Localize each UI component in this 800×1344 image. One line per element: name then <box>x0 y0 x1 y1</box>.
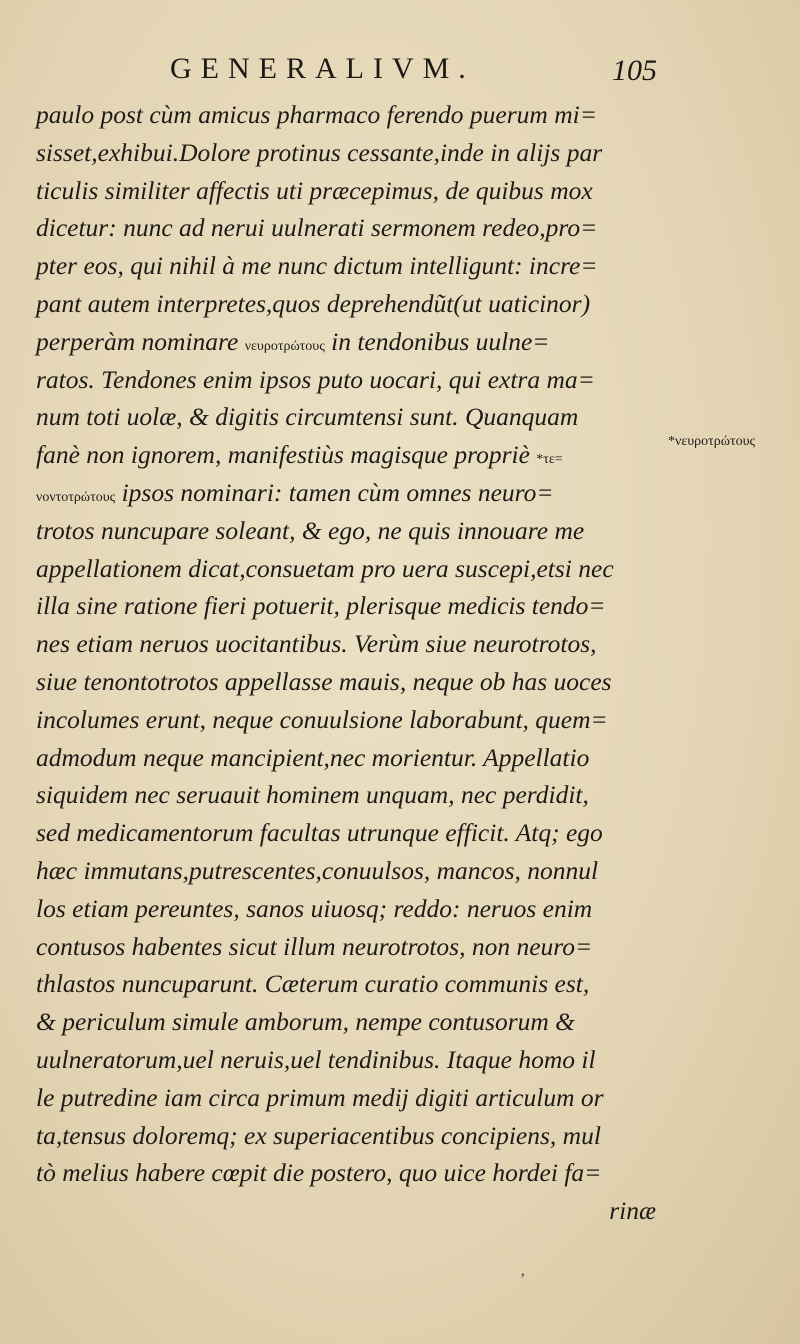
text-line-5: pter eos, qui nihil à me nunc dictum intelligunt: incre= <box>36 251 598 281</box>
margin-note: *νευροτρώτους <box>668 434 756 449</box>
text-line-17: incolumes erunt, neque conuulsione laborabunt, quem= <box>36 704 608 734</box>
text-line-26: uulneratorum,uel neruis,uel tendinibus. Itaque homo il <box>36 1044 596 1074</box>
text-line-12: trotos nuncupare soleant, & ego, ne quis innouare me <box>36 515 585 545</box>
greek-word-1: νευροτρώτους <box>244 338 325 354</box>
text-line-10 <box>36 436 656 474</box>
page-number: 105 <box>612 54 657 87</box>
text-line-7-start: perperàm nominare <box>36 326 239 356</box>
text-line-19: siquidem nec seruauit hominem unquam, nec perdidit, <box>36 780 589 810</box>
text-line-11-end: ipsos nominari: tamen cùm omnes neuro= <box>121 477 554 507</box>
text-line-6: pant autem interpretes,quos deprehendũt(ut uaticinor) <box>36 288 591 318</box>
text-line-14: illa sine ratione fieri potuerit, plerisque medicis tendo= <box>36 591 606 621</box>
text-line-24: thlastos nuncuparunt. Cæterum curatio communis est, <box>36 969 590 999</box>
text-line-22: los etiam pereuntes, sanos uiuosq; reddo: neruos enim <box>36 893 593 923</box>
text-line-8: ratos. Tendones enim ipsos puto uocari, qui extra ma= <box>36 364 595 394</box>
text-line-3: ticulis similiter affectis uti præcepimus, de quibus mox <box>36 175 593 205</box>
text-line-21: hæc immutans,putrescentes,conuulsos, mancos, nonnul <box>36 855 599 885</box>
text-line-18: admodum neque mancipient,nec morientur. Appellatio <box>36 742 590 772</box>
text-line-4: dicetur: nunc ad nerui uulnerati sermonem redeo,pro= <box>36 213 598 243</box>
text-line-10-start: fanè non ignorem, manifestiùs magisque propriè <box>36 440 530 470</box>
signature-mark: ‚ <box>520 1262 526 1279</box>
text-line-11 <box>36 474 656 512</box>
running-head: GENERALIVM. <box>170 52 475 85</box>
text-line-9: num toti uolæ, & digitis circumtensi sunt. Quanquam <box>36 402 579 432</box>
page-header <box>0 52 800 92</box>
text-line-23: contusos habentes sicut illum neurotrotos, non neuro= <box>36 931 593 961</box>
text-line-20: sed medicamentorum facultas utrunque efficit. Atq; ego <box>36 818 603 848</box>
greek-word-2-head: *τε= <box>536 452 563 468</box>
text-line-7-end: in tendonibus uulne= <box>331 326 550 356</box>
text-line-28: ta,tensus doloremq; ex superiacentibus concipiens, mul <box>36 1120 601 1150</box>
text-line-13: appellationem dicat,consuetam pro uera suscepi,etsi nec <box>36 553 614 583</box>
text-line-2: sisset,exhibui.Dolore protinus cessante,inde in alijs par <box>36 137 603 167</box>
text-line-1: paulo post cùm amicus pharmaco ferendo puerum mi= <box>36 100 597 129</box>
text-line-15: nes etiam neruos uocitantibus. Verùm siue neurotrotos, <box>36 629 597 659</box>
text-line-27: le putredine iam circa primum medij digiti articulum or <box>36 1082 604 1112</box>
text-line-29: tò melius habere cœpit die postero, quo uice hordei fa= <box>36 1158 602 1188</box>
body-text <box>36 96 656 1230</box>
text-line-16: siue tenontotrotos appellasse mauis, neque ob has uoces <box>36 666 612 696</box>
catchword: rinæ <box>609 1196 656 1226</box>
text-line-7 <box>36 323 656 361</box>
greek-word-2-tail: νοντοτρώτους <box>36 489 116 505</box>
text-line-25: & periculum simule amborum, nempe contusorum & <box>36 1007 575 1037</box>
